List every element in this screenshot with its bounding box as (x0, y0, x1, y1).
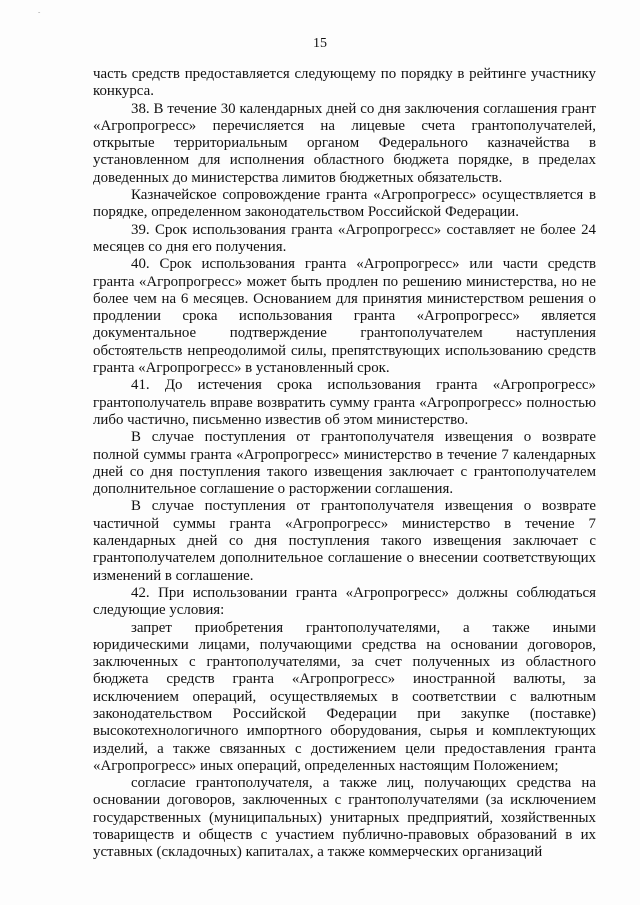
paragraph-item-42: 42. При использовании гранта «Агропрогресс» должны соблюдаться следующие условия: (93, 584, 596, 619)
paragraph-treasury-support: Казначейское сопровождение гранта «Агропрогресс» осуществляется в порядке, определенном законодательством Российской Федерации. (93, 187, 596, 221)
paragraph-continuation: часть средств предоставляется следующему по порядку в рейтинге участнику конкурса. (93, 66, 596, 100)
paragraph-currency-ban: запрет приобретения грантополучателями, а также иными юридическими лицами, получающими средства на основании договоров, заключенных с грантополучателями, за счет полученных из областного бюджета средств гранта «Агропрогресс» иностранной валюты, за исключением операций, осуществляемых в соответствии с валютным законодательством Российской Федерации при закупке (поставке) высокотехнологичного импортного оборудования, сырья и комплектующих изделий, а также связанных с достижением цели предоставления гранта «Агропрогресс» иных операций, определенных настоящим Положением; (93, 619, 596, 774)
paragraph-full-return: В случае поступления от грантополучателя извещения о возврате полной суммы гранта «Агропрогресс» министерство в течение 7 календарных дней со дня поступления такого извещения заключает с грантополучателем дополнительное соглашение о расторжении соглашения. (93, 429, 596, 498)
paragraph-consent: согласие грантополучателя, а также лиц, получающих средства на основании договоров, заключенных с грантополучателями (за исключением государственных (муниципальных) унитарных предприятий, хозяйственных товариществ и обществ с участием публично-правовых образований в их уставных (складочных) капиталах, а также коммерческих организаций (93, 775, 596, 861)
paragraph-item-40: 40. Срок использования гранта «Агропрогресс» или части средств гранта «Агропрогресс» может быть продлен по решению министерства, но не более чем на 6 месяцев. Основанием для принятия министерством решения о продлении срока использования гранта «Агропрогресс» является документальное подтверждение грантополучателем наступления обстоятельств непреодолимой силы, препятствующих использованию средств гранта «Агропрогресс» в установленный срок. (93, 256, 596, 377)
paragraph-item-38: 38. В течение 30 календарных дней со дня заключения соглашения грант «Агропрогресс» перечисляется на лицевые счета грантополучателей, открытые территориальным органом Федерального казначейства в установленном для исполнения областного бюджета порядке, в пределах доведенных до министерства лимитов бюджетных обязательств. (93, 100, 596, 186)
margin-mark: - (38, 8, 41, 16)
paragraph-partial-return: В случае поступления от грантополучателя извещения о возврате частичной суммы гранта «Агропрогресс» министерство в течение 7 календарных дней со дня поступления такого извещения заключает с грантополучателем дополнительное соглашение о внесении соответствующих изменений в соглашение. (93, 498, 596, 584)
paragraph-item-41: 41. До истечения срока использования гранта «Агропрогресс» грантополучатель вправе возвратить сумму гранта «Агропрогресс» полностью либо частично, письменно известив об этом министерство. (93, 377, 596, 428)
document-body (93, 66, 596, 862)
paragraph-item-39: 39. Срок использования гранта «Агропрогресс» составляет не более 24 месяцев со дня его получения. (93, 221, 596, 255)
page-number: 15 (313, 36, 327, 51)
